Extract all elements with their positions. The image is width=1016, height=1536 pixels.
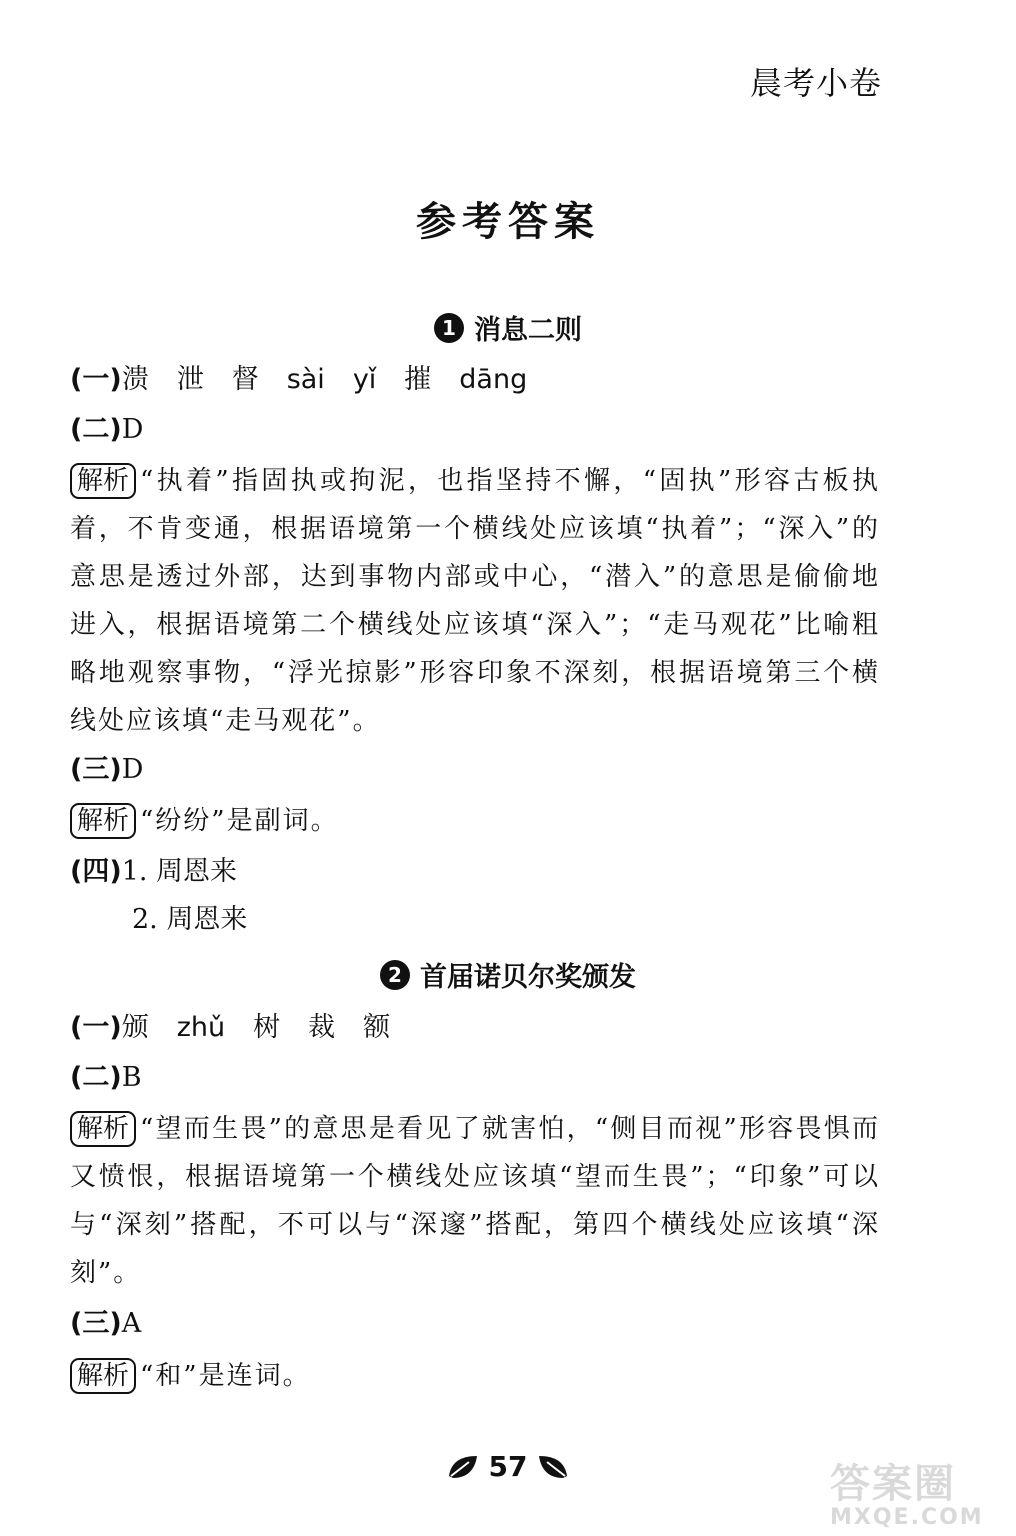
analysis-paragraph: [70, 797, 880, 845]
analysis-paragraph: [70, 1352, 880, 1400]
question-label: (二): [70, 414, 122, 445]
watermark-text: 答案圈: [830, 1461, 956, 1507]
answer-line: [70, 1054, 880, 1102]
watermark-url: MXQE.COM: [830, 1505, 984, 1530]
answer-line: [70, 848, 880, 896]
leaf-left-icon: [447, 1454, 479, 1480]
question-label: (三): [70, 754, 122, 785]
question-label: (一): [70, 1012, 122, 1043]
analysis-tag: 解析: [70, 1111, 136, 1147]
analysis-text: “执着”指固执或拘泥，也指坚持不懈，“固执”形容古板执着，不肯变通，根据语境第一个横线处应该填“执着”；“深入”的意思是透过外部，达到事物内部或中心，“潜入”的意思是偷偷地进入，根据语境第二个横线处应该填“深入”；“走马观花”比喻粗略地观察事物，“浮光掠影”形容印象不深刻，根据语境第三个横线处应该填“走马观花”。: [70, 466, 880, 736]
analysis-tag: 解析: [70, 1358, 136, 1394]
analysis-paragraph: [70, 457, 880, 745]
answer-value: A: [121, 1308, 142, 1339]
answer-item: 泄: [176, 364, 204, 395]
answer-item: 摧: [404, 364, 432, 395]
section-title: 首届诺贝尔奖颁发: [420, 962, 636, 993]
question-label: (三): [70, 1308, 122, 1339]
analysis-tag: 解析: [70, 803, 136, 839]
answer-item: dāng: [459, 364, 528, 395]
section-title: 消息二则: [474, 315, 582, 346]
watermark: [830, 1452, 990, 1532]
answer-value: D: [121, 754, 144, 785]
analysis-tag: 解析: [70, 463, 136, 499]
answer-item: 树: [253, 1012, 281, 1043]
answer-item: sài: [286, 364, 325, 395]
section-heading-1: [0, 308, 1016, 347]
answer-line: [70, 1300, 880, 1348]
section-number-badge: 2: [380, 960, 410, 990]
answer-item: 溃: [121, 364, 149, 395]
answer-item: 督: [231, 364, 259, 395]
answer-item: yǐ: [352, 364, 377, 395]
leaf-right-icon: [537, 1454, 569, 1480]
section-heading-2: [0, 955, 1016, 994]
question-label: (四): [70, 856, 122, 887]
answer-value: 1. 周恩来: [121, 856, 238, 887]
answer-item: 额: [363, 1012, 391, 1043]
answer-item: 裁: [308, 1012, 336, 1043]
answer-value: D: [121, 414, 144, 445]
answer-item: zhǔ: [176, 1012, 226, 1043]
answer-line: [132, 896, 942, 944]
question-label: (二): [70, 1062, 122, 1093]
analysis-text: “望而生畏”的意思是看见了就害怕，“侧目而视”形容畏惧而又愤恨，根据语境第一个横线处应该填“望而生畏”；“印象”可以与“深刻”搭配，不可以与“深邃”搭配，第四个横线处应该填“深刻”。: [70, 1114, 880, 1288]
analysis-text: “纷纷”是副词。: [140, 806, 339, 836]
answer-line: [70, 356, 880, 404]
answer-line: [70, 746, 880, 794]
analysis-paragraph: [70, 1105, 880, 1297]
answer-value: 2. 周恩来: [132, 904, 248, 935]
answer-value: B: [121, 1062, 142, 1093]
question-label: (一): [70, 364, 122, 395]
analysis-text: “和”是连词。: [140, 1361, 311, 1391]
header-brand: 晨考小卷: [749, 64, 882, 102]
page-number: 57: [488, 1450, 528, 1483]
section-number-badge: 1: [434, 313, 464, 343]
page-title: 参考答案: [416, 199, 600, 245]
answer-item: 颁: [121, 1012, 149, 1043]
answer-line: [70, 1004, 880, 1052]
answer-line: [70, 406, 880, 454]
